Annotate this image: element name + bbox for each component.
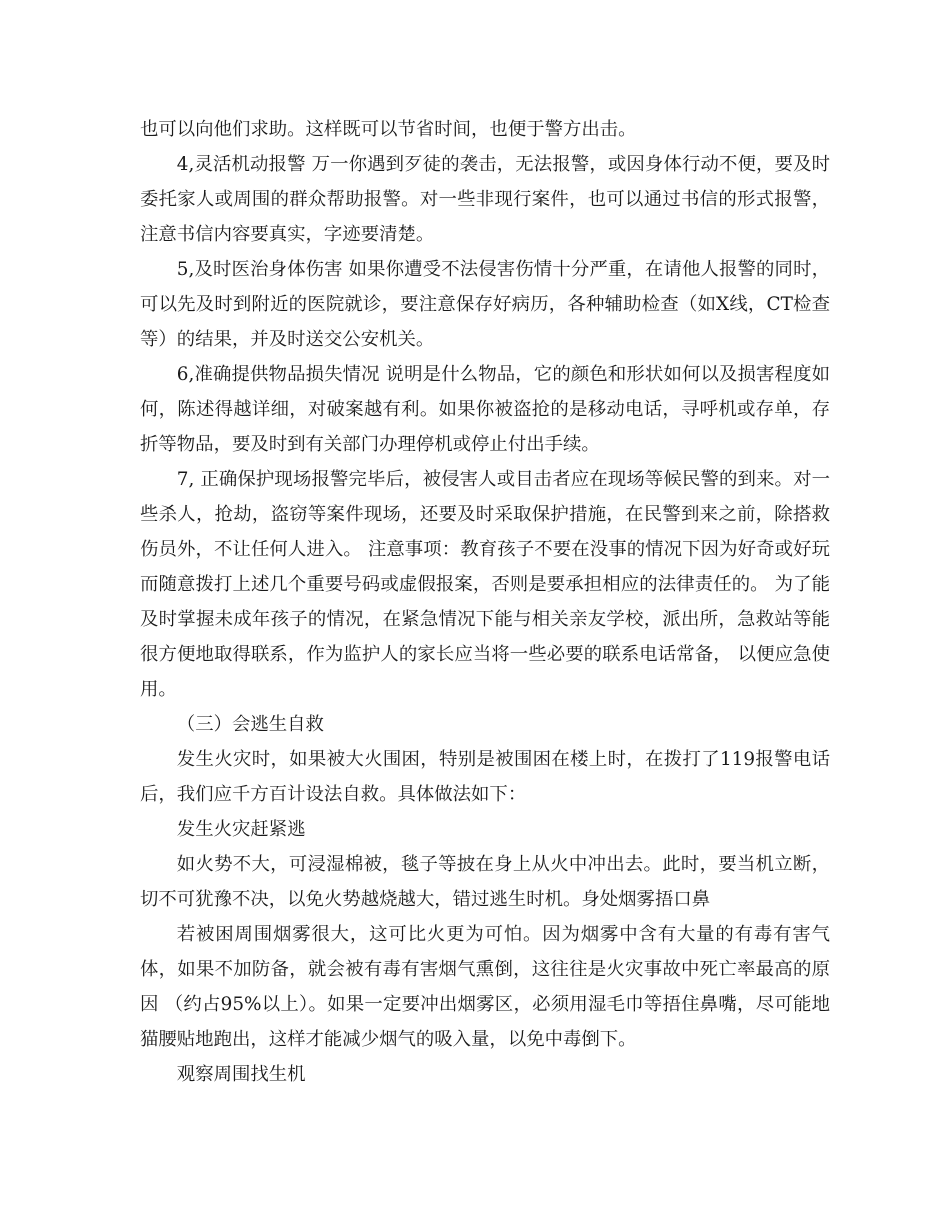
paragraph-6: 发生火灾时，如果被大火围困，特别是被围困在楼上时，在拨打了119报警电话后，我们应千方百计设法自救。具体做法如下： [140,749,830,805]
paragraph-5: 7, 正确保护现场报警完毕后，被侵害人或目击者应在现场等候民警的到来。对一些杀人，抢劫，盗窃等案件现场，还要及时采取保护措施，在民警到来之前，除搭救伤员外，不让任何人进入。 注意事项：教育孩子不要在没事的情况下因为好奇或好玩而随意拨打上述几个重要号码或虚假报案，否则是要承担相应的法律责任的。 为了能及时掌握未成年孩子的情况，在紧急情况下能与相关亲友学校，派出所，急救站等能很方便地取得联系，作为监护人的家长应当将一些必要的联系电话常备， 以便应急使用。 [140,469,830,700]
paragraph-7: 如火势不大，可浸湿棉被，毯子等披在身上从火中冲出去。此时，要当机立断，切不可犹豫不决，以免火势越烧越大，错过逃生时机。身处烟雾捂口鼻 [140,854,830,910]
subheading-observe: 观察周围找生机 [176,1064,306,1085]
paragraph-1: 也可以向他们求助。这样既可以节省时间，也便于警方出击。 [140,119,637,140]
document-body [140,112,830,1092]
paragraph-8: 若被困周围烟雾很大，这可比火更为可怕。因为烟雾中含有大量的有毒有害气体，如果不加防备，就会被有毒有害烟气熏倒，这往往是火灾事故中死亡率最高的原因 （约占95%以上）。如果一定要冲出烟雾区，必须用湿毛巾等捂住鼻嘴，尽可能地猫腰贴地跑出，这样才能减少烟气的吸入量，以免中毒倒下。 [140,924,830,1050]
subheading-escape: 发生火灾赶紧逃 [176,819,306,840]
paragraph-4: 6,准确提供物品损失情况 说明是什么物品，它的颜色和形状如何以及损害程度如何，陈述得越详细，对破案越有利。如果你被盗抢的是移动电话，寻呼机或存单，存折等物品，要及时到有关部门办理停机或停止付出手续。 [140,364,830,455]
paragraph-3: 5,及时医治身体伤害 如果你遭受不法侵害伤情十分严重，在请他人报警的同时，可以先及时到附近的医院就诊，要注意保存好病历，各种辅助检查（如X线，CT检查等）的结果，并及时送交公安机关。 [140,259,830,350]
paragraph-2: 4,灵活机动报警 万一你遇到歹徒的袭击，无法报警，或因身体行动不便，要及时委托家人或周围的群众帮助报警。对一些非现行案件，也可以通过书信的形式报警，注意书信内容要真实，字迹要清楚。 [140,154,830,245]
section-heading: （三）会逃生自救 [176,714,324,735]
